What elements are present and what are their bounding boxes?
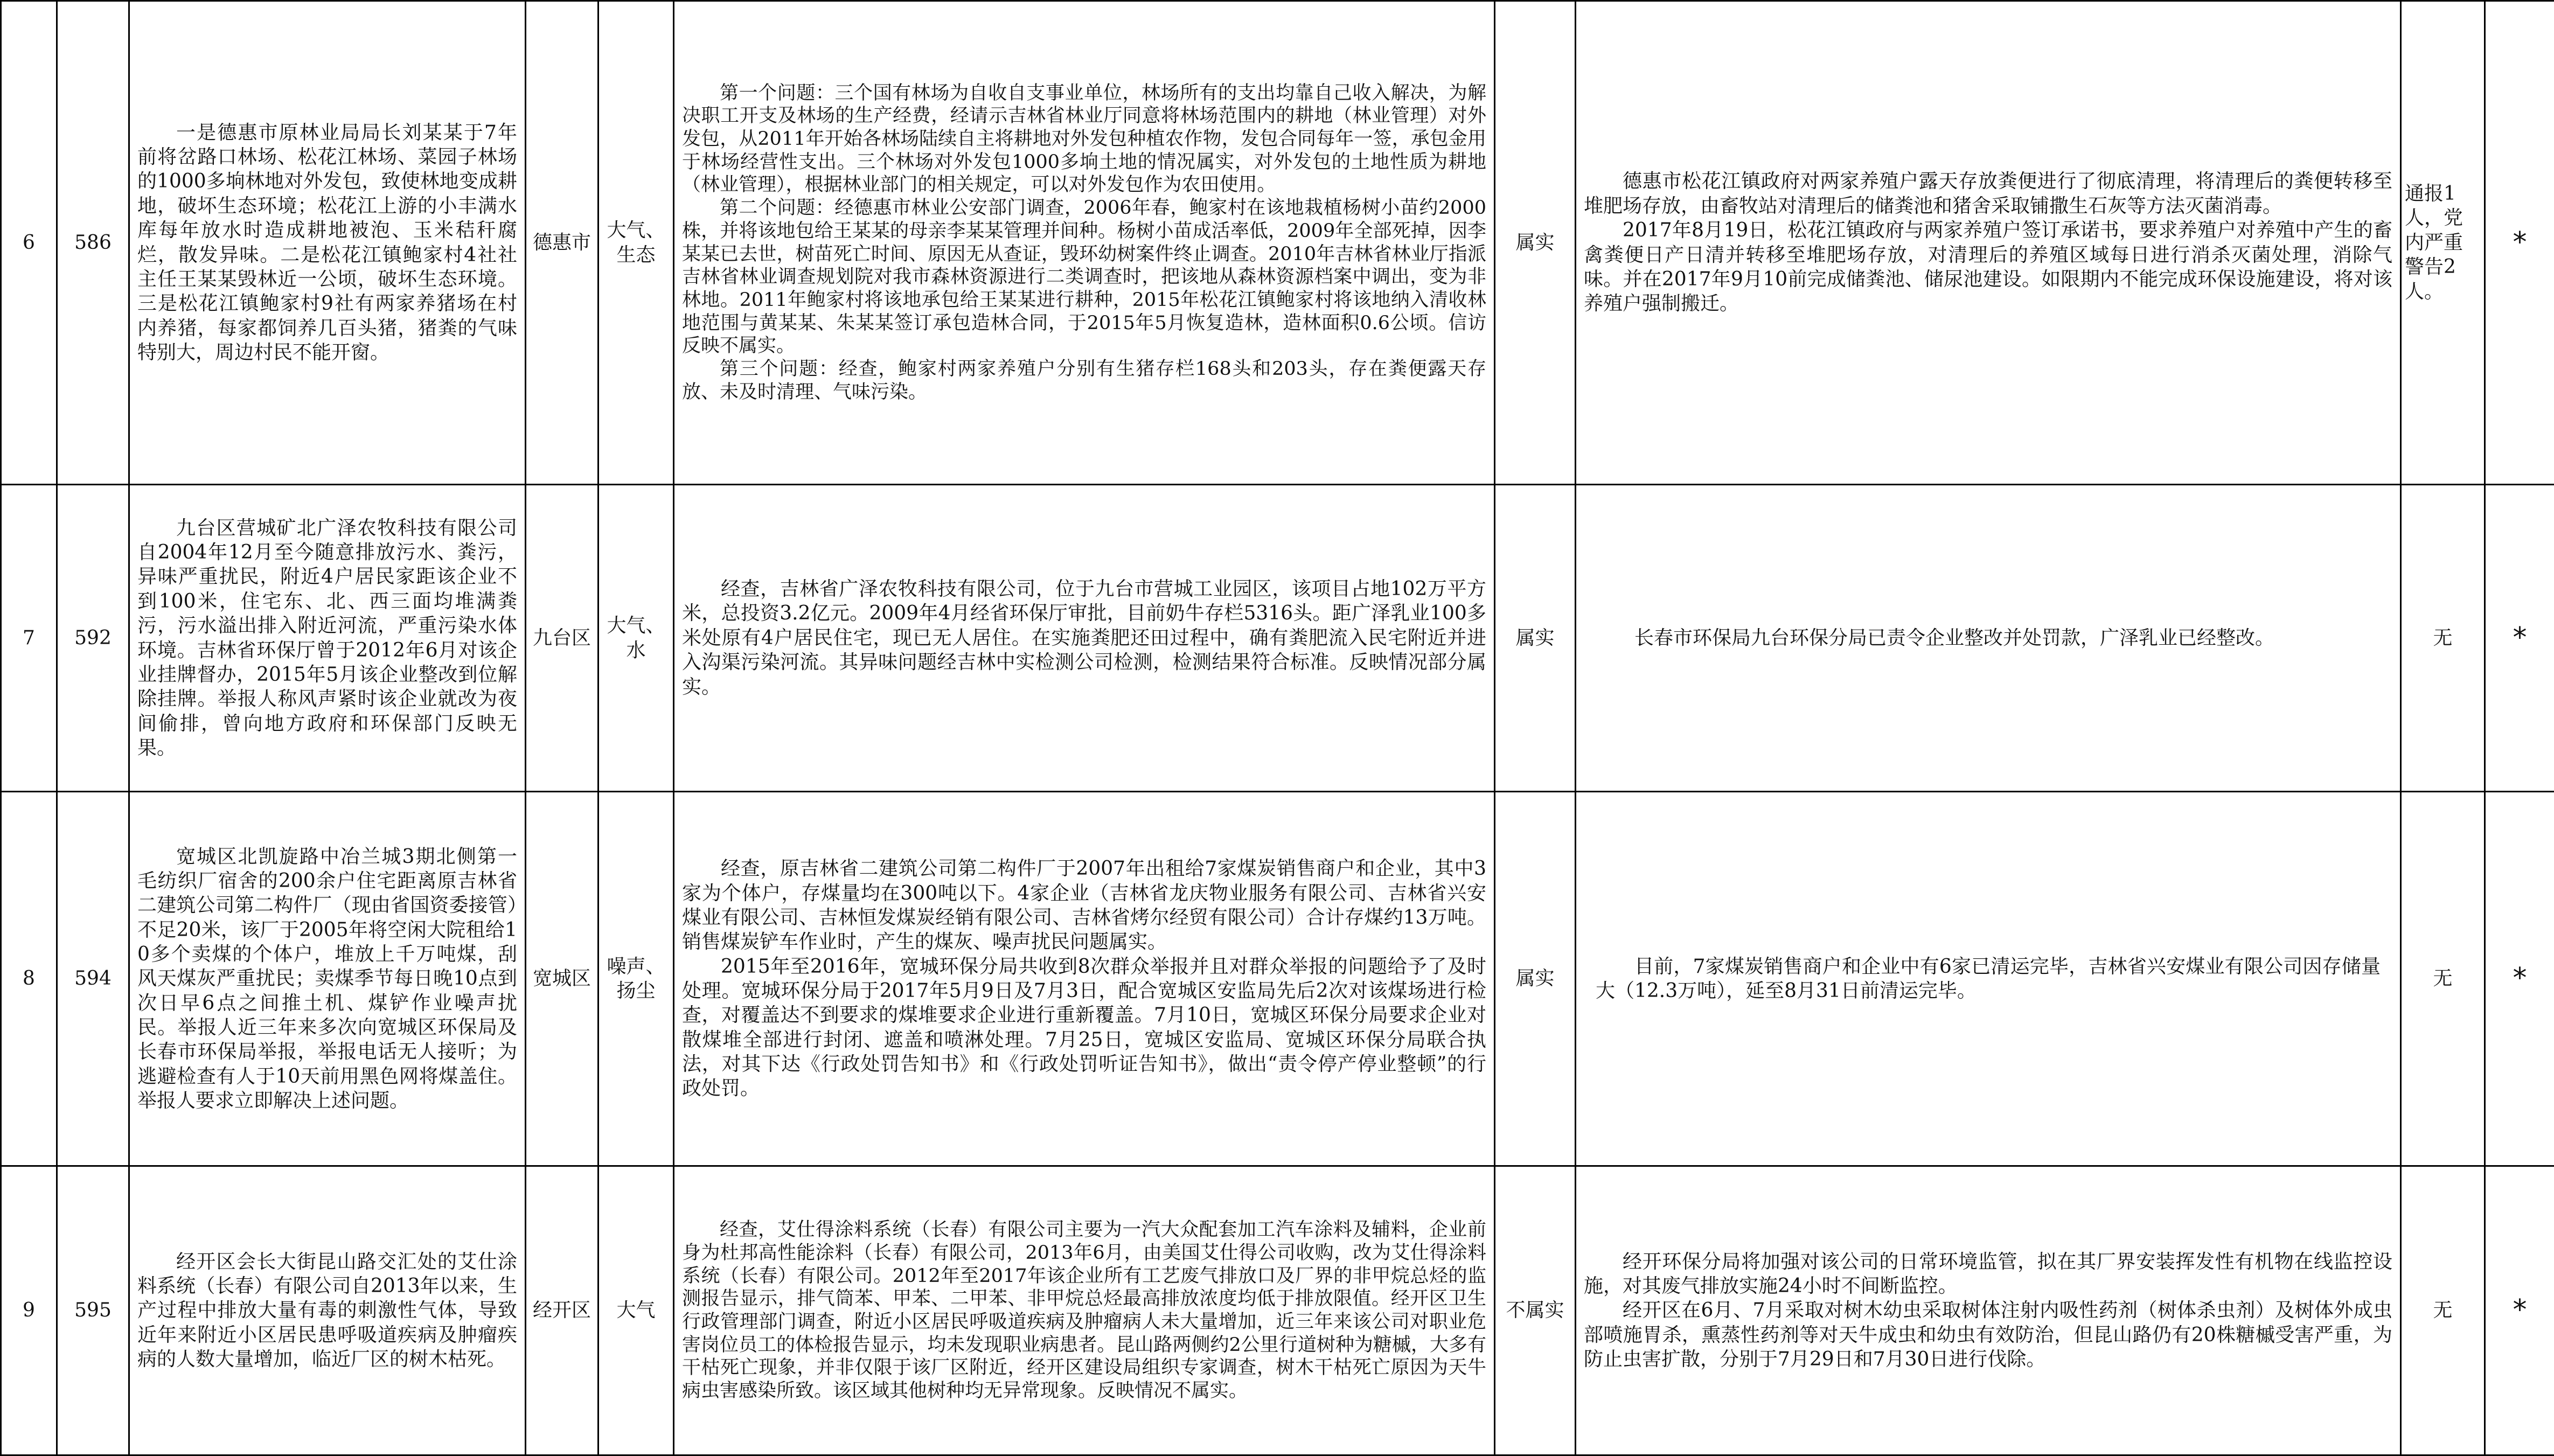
mark-cell: * — [2485, 1, 2554, 485]
district-cell: 宽城区 — [526, 792, 599, 1166]
row-number: 9 — [1, 1166, 57, 1455]
accountability-cell: 无 — [2401, 485, 2485, 792]
complaint-text: 经开区会长大街昆山路交汇处的艾仕涂料系统（长春）有限公司自2013年以来，生产过程中排放大量有毒的刺激性气体，导致近年来附近小区居民患呼吸道疾病及肿瘤疾病的人数大量增加，临近厂区的树木枯死。 — [137, 1250, 517, 1372]
verdict-cell: 不属实 — [1495, 1166, 1576, 1455]
table-row — [1, 792, 2554, 1166]
investigation-paragraph: 第三个问题：经查，鲍家村两家养殖户分别有生猪存栏168头和203头，存在粪便露天存放、未及时清理、气味污染。 — [682, 358, 1486, 403]
table-row — [1, 1, 2554, 485]
investigation-paragraph: 经查，艾仕得涂料系统（长春）有限公司主要为一汽大众配套加工汽车涂料及辅料，企业前身为杜邦高性能涂料（长春）有限公司，2013年6月，由美国艾仕得公司收购，改为艾仕得涂料系统（长春）有限公司。2012年至2017年该企业所有工艺废气排放口及厂界的非甲烷总烃的监测报告显示，排气筒苯、甲苯、二甲苯、非甲烷总烃最高排放浓度均低于排放限值。经开区卫生行政管理部门调查，附近小区居民呼吸道疾病及肿瘤病人未大量增加，近三年来该公司对职业危害岗位员工的体检报告显示，均未发现职业病患者。昆山路两侧约2公里行道树种为糖槭，大多有干枯死亡现象，并非仅限于该厂区附近，经开区建设局组织专家调查，树木干枯死亡原因为天牛病虫害感染所致。该区域其他树种均无异常现象。反映情况不属实。 — [682, 1218, 1486, 1403]
complaint-text: 一是德惠市原林业局局长刘某某于7年前将岔路口林场、松花江林场、菜园子林场的1000多垧林地对外发包，致使林地变成耕地，破坏生态环境；松花江上游的小丰满水库每年放水时造成耕地被泡、玉米秸秆腐烂，散发异味。二是松花江镇鲍家村4社社主任王某某毁林近一公顷，破坏生态环境。三是松花江镇鲍家村9社有两家养猪场在村内养猪，每家都饲养几百头猪，猪粪的气味特别大，周边村民不能开窗。 — [137, 121, 517, 365]
verdict-cell: 属实 — [1495, 485, 1576, 792]
accountability-cell: 通报1人，党内严重警告2人。 — [2401, 1, 2485, 485]
rectification-paragraph: 德惠市松花江镇政府对两家养殖户露天存放粪便进行了彻底清理，将清理后的粪便转移至堆肥场存放，由畜牧站对清理后的储粪池和猪舍采取铺撒生石灰等方法灭菌消毒。 — [1584, 169, 2392, 218]
verdict-cell: 属实 — [1495, 792, 1576, 1166]
case-id: 595 — [57, 1166, 129, 1455]
pollution-type-cell: 噪声、扬尘 — [599, 792, 674, 1166]
investigation-cell — [674, 792, 1495, 1166]
investigation-paragraph: 第一个问题：三个国有林场为自收自支事业单位，林场所有的支出均靠自己收入解决，为解决职工开支及林场的生产经费，经请示吉林省林业厅同意将林场范围内的耕地（林业管理）对外发包，从2011年开始各林场陆续自主将耕地对外发包种植农作物，发包合同每年一签，承包金用于林场经营性支出。三个林场对外发包1000多垧土地的情况属实，对外发包的土地性质为耕地（林业管理），根据林业部门的相关规定，可以对外发包作为农田使用。 — [682, 82, 1486, 197]
complaint-cell — [129, 1166, 526, 1455]
row-number: 6 — [1, 1, 57, 485]
pollution-type-cell: 大气 — [599, 1166, 674, 1455]
complaint-cell — [129, 1, 526, 485]
rectification-paragraph: 经开环保分局将加强对该公司的日常环境监管，拟在其厂界安装挥发性有机物在线监控设施，对其废气排放实施24小时不间断监控。 — [1584, 1250, 2392, 1299]
accountability-cell: 无 — [2401, 792, 2485, 1166]
rectification-cell — [1576, 1166, 2401, 1455]
case-id: 592 — [57, 485, 129, 792]
rectification-cell — [1576, 485, 2401, 792]
investigation-cell — [674, 1, 1495, 485]
complaint-cell — [129, 485, 526, 792]
mark-cell: * — [2485, 485, 2554, 792]
rectification-paragraph: 经开区在6月、7月采取对树木幼虫采取树体注射内吸性药剂（树体杀虫剂）及树体外成虫部喷施胃杀，熏蒸性药剂等对天牛成虫和幼虫有效防治，但昆山路仍有20株糖槭受害严重，为防止虫害扩散，分别于7月29日和7月30日进行伐除。 — [1584, 1298, 2392, 1371]
complaint-text: 宽城区北凯旋路中冶兰城3期北侧第一毛纺织厂宿舍的200余户住宅距离原吉林省二建筑公司第二构件厂（现由省国资委接管）不足20米，该厂于2005年将空闲大院租给10多个卖煤的个体户，堆放上千万吨煤，刮风天煤灰严重扰民；卖煤季节每日晚10点到次日早6点之间推土机、煤铲作业噪声扰民。举报人近三年来多次向宽城区环保局及长春市环保局举报，举报电话无人接听；为逃避检查有人于10天前用黑色网将煤盖住。举报人要求立即解决上述问题。 — [137, 845, 517, 1113]
row-number: 7 — [1, 485, 57, 792]
rectification-paragraph: 长春市环保局九台环保分局已责令企业整改并处罚款，广泽乳业已经整改。 — [1596, 626, 2381, 650]
investigation-cell — [674, 485, 1495, 792]
verdict-cell: 属实 — [1495, 1, 1576, 485]
table-row — [1, 485, 2554, 792]
district-cell: 德惠市 — [526, 1, 599, 485]
accountability-cell: 无 — [2401, 1166, 2485, 1455]
mark-cell: * — [2485, 1166, 2554, 1455]
table-row — [1, 1166, 2554, 1455]
pollution-type-cell: 大气、水 — [599, 485, 674, 792]
row-number: 8 — [1, 792, 57, 1166]
district-cell: 经开区 — [526, 1166, 599, 1455]
complaint-cell — [129, 792, 526, 1166]
rectification-paragraph: 目前，7家煤炭销售商户和企业中有6家已清运完毕，吉林省兴安煤业有限公司因存储量大（12.3万吨），延至8月31日前清运完毕。 — [1596, 955, 2381, 1004]
investigation-paragraph: 经查，吉林省广泽农牧科技有限公司，位于九台市营城工业园区，该项目占地102万平方米，总投资3.2亿元。2009年4月经省环保厅审批，目前奶牛存栏5316头。距广泽乳业100多米处原有4户居民住宅，现已无人居住。在实施粪肥还田过程中，确有粪肥流入民宅附近并进入沟渠污染河流。其异味问题经吉林中实检测公司检测，检测结果符合标准。反映情况部分属实。 — [682, 577, 1486, 699]
investigation-paragraph: 2015年至2016年，宽城环保分局共收到8次群众举报并且对群众举报的问题给予了及时处理。宽城环保分局于2017年5月9日及7月3日，配合宽城区安监局先后2次对该煤场进行检查，对覆盖达不到要求的煤堆要求企业进行重新覆盖。7月10日，宽城区环保分局要求企业对散煤堆全部进行封闭、遮盖和喷淋处理。7月25日，宽城区安监局、宽城区环保分局联合执法，对其下达《行政处罚告知书》和《行政处罚听证告知书》，做出“责令停产停业整顿”的行政处罚。 — [682, 955, 1486, 1101]
rectification-cell — [1576, 1, 2401, 485]
investigation-paragraph: 经查，原吉林省二建筑公司第二构件厂于2007年出租给7家煤炭销售商户和企业，其中3家为个体户，存煤量均在300吨以下。4家企业（吉林省龙庆物业服务有限公司、吉林省兴安煤业有限公司、吉林恒发煤炭经销有限公司、吉林省烤尔经贸有限公司）合计存煤约13万吨。销售煤炭铲车作业时，产生的煤灰、噪声扰民问题属实。 — [682, 856, 1486, 954]
rectification-paragraph: 2017年8月19日，松花江镇政府与两家养殖户签订承诺书，要求养殖户对养殖中产生的畜禽粪便日产日清并转移至堆肥场存放，对清理后的养殖区域每日进行消杀灭菌处理，消除气味。并在2017年9月10前完成储粪池、储尿池建设。如限期内不能完成环保设施建设，将对该养殖户强制搬迁。 — [1584, 218, 2392, 316]
investigation-cell — [674, 1166, 1495, 1455]
investigation-paragraph: 第二个问题：经德惠市林业公安部门调查，2006年春，鲍家村在该地栽植杨树小苗约2000株，并将该地包给王某某的母亲李某某管理并间种。杨树小苗成活率低，2009年全部死掉，因李某某已去世，树苗死亡时间、原因无从查证，毁环幼树案件终止调查。2010年吉林省林业厅指派吉林省林业调查规划院对我市森林资源进行二类调查时，把该地从森林资源档案中调出，变为非林地。2011年鲍家村将该地承包给王某某进行耕种，2015年松花江镇鲍家村将该地纳入清收林地范围与黄某某、朱某某签订承包造林合同，于2015年5月恢复造林，造林面积0.6公顷。信访反映不属实。 — [682, 197, 1486, 358]
district-cell: 九台区 — [526, 485, 599, 792]
complaint-text: 九台区营城矿北广泽农牧科技有限公司自2004年12月至今随意排放污水、粪污，异味严重扰民，附近4户居民家距该企业不到100米，住宅东、北、西三面均堆满粪污，污水溢出排入附近河流，严重污染水体环境。吉林省环保厅曾于2012年6月对该企业挂牌督办，2015年5月该企业整改到位解除挂牌。举报人称风声紧时该企业就改为夜间偷排，曾向地方政府和环保部门反映无果。 — [137, 516, 517, 761]
pollution-type-cell: 大气、生态 — [599, 1, 674, 485]
rectification-cell — [1576, 792, 2401, 1166]
case-id: 594 — [57, 792, 129, 1166]
mark-cell: * — [2485, 792, 2554, 1166]
case-id: 586 — [57, 1, 129, 485]
